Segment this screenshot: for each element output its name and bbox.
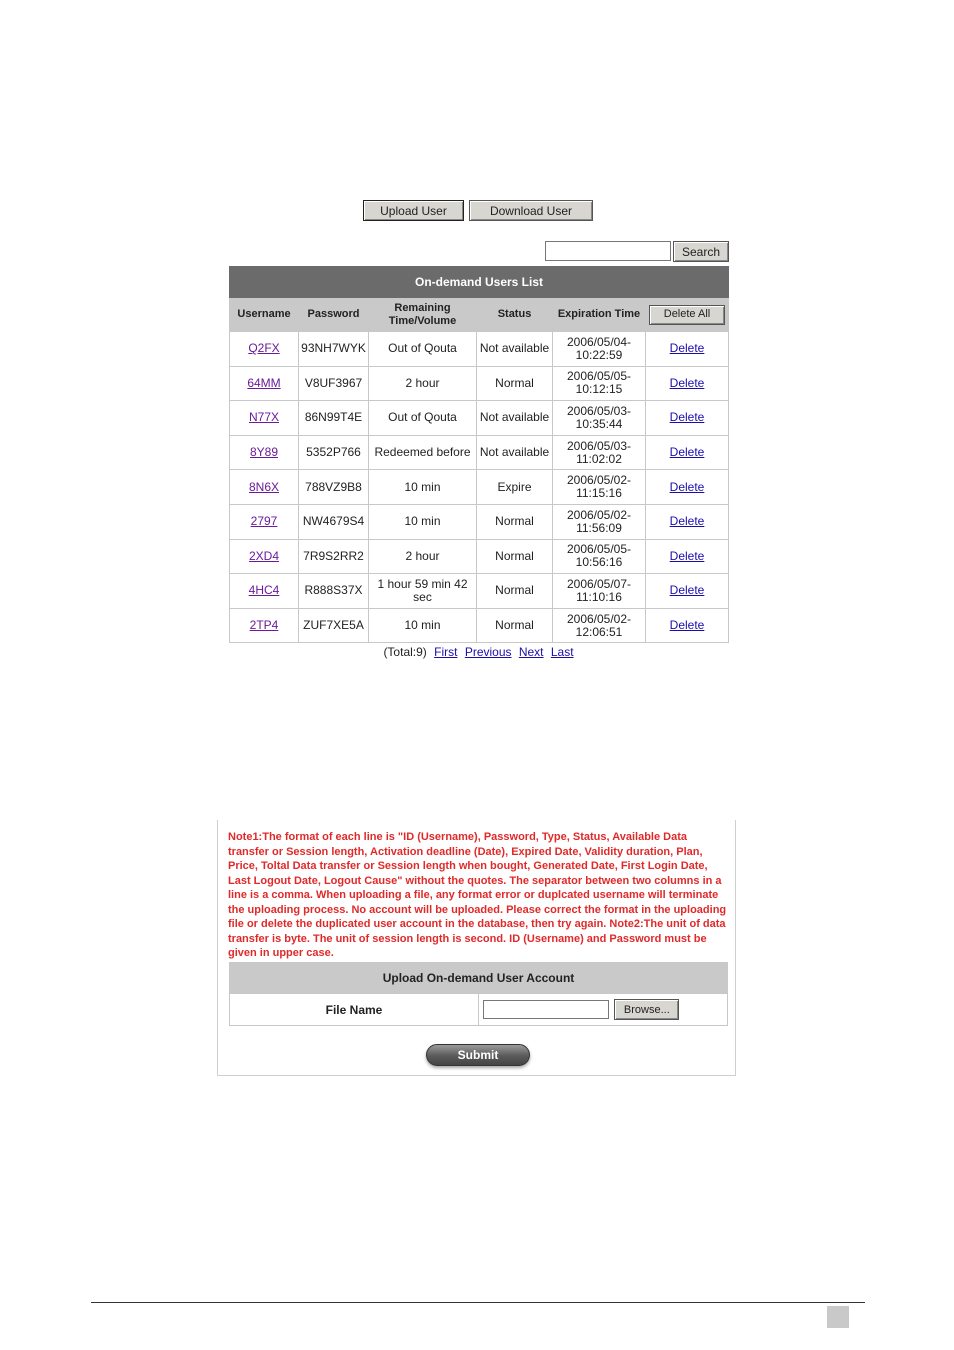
next-page-link[interactable]: Next <box>518 645 544 659</box>
expiration-date: 2006/05/03- <box>566 438 632 453</box>
username-link[interactable]: N77X <box>248 410 280 425</box>
action-cell <box>646 332 729 367</box>
remaining-cell: 10 min <box>369 504 477 539</box>
username-link[interactable]: 64MM <box>247 375 281 390</box>
expiration-cell <box>553 608 646 643</box>
expiration-time: 10:56:16 <box>575 555 623 570</box>
expiration-date: 2006/05/07- <box>566 576 632 591</box>
table-row <box>230 366 729 401</box>
expiration-cell <box>553 435 646 470</box>
username-cell <box>230 608 299 643</box>
table-header-row <box>230 298 729 332</box>
status-cell: Normal <box>477 504 553 539</box>
expiration-cell <box>553 332 646 367</box>
password-cell: NW4679S4 <box>299 504 369 539</box>
username-cell <box>230 504 299 539</box>
expiration-cell <box>553 504 646 539</box>
expiration-time: 11:56:09 <box>576 520 622 535</box>
delete-link[interactable]: Delete <box>669 618 705 633</box>
table-row <box>230 504 729 539</box>
column-header-username: Username <box>230 298 299 332</box>
remaining-cell: 10 min <box>369 608 477 643</box>
remaining-cell: 2 hour <box>369 366 477 401</box>
status-cell: Not available <box>477 435 553 470</box>
table-row <box>230 435 729 470</box>
status-cell: Not available <box>477 401 553 436</box>
password-cell: 7R9S2RR2 <box>299 539 369 574</box>
action-cell <box>646 470 729 505</box>
password-cell: 86N99T4E <box>299 401 369 436</box>
file-input-cell <box>479 994 728 1026</box>
expiration-time: 10:35:44 <box>575 416 623 431</box>
delete-link[interactable]: Delete <box>669 479 705 494</box>
search-input[interactable] <box>545 241 671 261</box>
username-link[interactable]: 2TP4 <box>249 618 279 633</box>
column-header-expiration: Expiration Time <box>553 298 646 332</box>
expiration-date: 2006/05/05- <box>566 369 632 384</box>
column-header-actions <box>646 298 729 332</box>
username-cell <box>230 366 299 401</box>
footer-divider <box>91 1302 865 1303</box>
delete-link[interactable]: Delete <box>669 445 705 460</box>
total-count: (Total:9) <box>383 645 427 659</box>
status-cell: Not available <box>477 332 553 367</box>
delete-all-button[interactable]: Delete All <box>649 305 725 325</box>
upload-form-table <box>229 962 728 1026</box>
table-row <box>230 574 729 609</box>
last-page-link[interactable]: Last <box>550 645 574 659</box>
action-cell <box>646 435 729 470</box>
remaining-cell: Out of Qouta <box>369 332 477 367</box>
expiration-time: 10:12:15 <box>575 382 623 397</box>
password-cell: V8UF3967 <box>299 366 369 401</box>
password-cell: 5352P766 <box>299 435 369 470</box>
action-cell <box>646 539 729 574</box>
delete-link[interactable]: Delete <box>669 514 705 529</box>
expiration-cell <box>553 401 646 436</box>
column-header-remaining: Remaining Time/Volume <box>369 298 477 332</box>
column-header-status: Status <box>477 298 553 332</box>
password-cell: R888S37X <box>299 574 369 609</box>
delete-link[interactable]: Delete <box>669 410 705 425</box>
file-name-label: File Name <box>230 994 479 1026</box>
delete-link[interactable]: Delete <box>669 341 705 356</box>
table-row <box>230 539 729 574</box>
password-cell: 788VZ9B8 <box>299 470 369 505</box>
username-cell <box>230 401 299 436</box>
expiration-time: 11:10:16 <box>576 589 622 604</box>
expiration-cell <box>553 470 646 505</box>
first-page-link[interactable]: First <box>434 645 458 659</box>
action-cell <box>646 366 729 401</box>
remaining-cell: 10 min <box>369 470 477 505</box>
upload-user-button[interactable]: Upload User <box>363 200 464 221</box>
expiration-date: 2006/05/02- <box>566 507 632 522</box>
username-cell <box>230 539 299 574</box>
delete-link[interactable]: Delete <box>669 548 705 563</box>
download-user-button[interactable]: Download User <box>469 200 593 221</box>
table-row <box>230 470 729 505</box>
expiration-time: 10:22:59 <box>575 347 623 362</box>
username-cell <box>230 574 299 609</box>
upload-format-note: Note1:The format of each line is "ID (Username), Password, Type, Status, Available Data transfer or Session length, Activation deadline (Date), Expired Date, Validity duration, Plan, Price, Toltal Data transfer or Session length when bought, Generated Date, First Login Date, Last Logout Date, Logout Cause" without the quotes. The separator between two columns in a line is a comma. When uploading a file, any format error or duplcated username will terminate the uploading process. No account will be uploaded. Please correct the format in the uploading file or delete the duplicated user account in the database, then try again. Note2:The unit of data transfer is byte. The unit of session length is second. ID (Username) and Password must be given in upper case. <box>228 831 727 959</box>
users-list-title: On-demand Users List <box>230 267 729 298</box>
username-link[interactable]: 8N6X <box>248 479 280 494</box>
page-number-box <box>827 1306 849 1328</box>
username-link[interactable]: 2797 <box>250 514 278 529</box>
search-button[interactable]: Search <box>673 241 729 262</box>
expiration-time: 12:06:51 <box>575 624 623 639</box>
expiration-time: 11:02:02 <box>576 451 622 466</box>
username-cell <box>230 332 299 367</box>
username-cell <box>230 435 299 470</box>
status-cell: Normal <box>477 608 553 643</box>
status-cell: Normal <box>477 574 553 609</box>
pagination <box>229 645 728 659</box>
username-link[interactable]: 2XD4 <box>248 548 280 563</box>
action-cell <box>646 574 729 609</box>
table-row <box>230 608 729 643</box>
expiration-date: 2006/05/05- <box>566 542 632 557</box>
browse-button[interactable]: Browse... <box>614 999 679 1020</box>
status-cell: Normal <box>477 539 553 574</box>
password-cell: 93NH7WYK <box>299 332 369 367</box>
username-link[interactable]: 8Y89 <box>249 445 279 460</box>
delete-link[interactable]: Delete <box>669 583 705 598</box>
action-cell <box>646 504 729 539</box>
expiration-date: 2006/05/02- <box>566 473 632 488</box>
expiration-date: 2006/05/03- <box>566 403 632 418</box>
password-cell: ZUF7XE5A <box>299 608 369 643</box>
expiration-cell <box>553 574 646 609</box>
remaining-cell: Redeemed before <box>369 435 477 470</box>
table-row <box>230 401 729 436</box>
upload-panel <box>217 820 736 1076</box>
expiration-cell <box>553 366 646 401</box>
column-header-password: Password <box>299 298 369 332</box>
upload-form-title: Upload On-demand User Account <box>230 963 728 994</box>
username-link[interactable]: 4HC4 <box>248 583 280 598</box>
submit-button[interactable]: Submit <box>426 1044 530 1066</box>
username-cell <box>230 470 299 505</box>
expiration-date: 2006/05/02- <box>566 611 632 626</box>
status-cell: Normal <box>477 366 553 401</box>
file-name-input[interactable] <box>483 1000 609 1019</box>
remaining-cell: 2 hour <box>369 539 477 574</box>
expiration-time: 11:15:16 <box>576 486 622 501</box>
remaining-cell: Out of Qouta <box>369 401 477 436</box>
status-cell: Expire <box>477 470 553 505</box>
delete-link[interactable]: Delete <box>669 375 705 390</box>
users-list-table <box>229 266 729 643</box>
expiration-date: 2006/05/04- <box>566 334 632 349</box>
expiration-cell <box>553 539 646 574</box>
action-cell <box>646 401 729 436</box>
table-row <box>230 332 729 367</box>
remaining-cell: 1 hour 59 min 42 sec <box>369 574 477 609</box>
previous-page-link[interactable]: Previous <box>464 645 512 659</box>
username-link[interactable]: Q2FX <box>248 341 280 356</box>
action-cell <box>646 608 729 643</box>
